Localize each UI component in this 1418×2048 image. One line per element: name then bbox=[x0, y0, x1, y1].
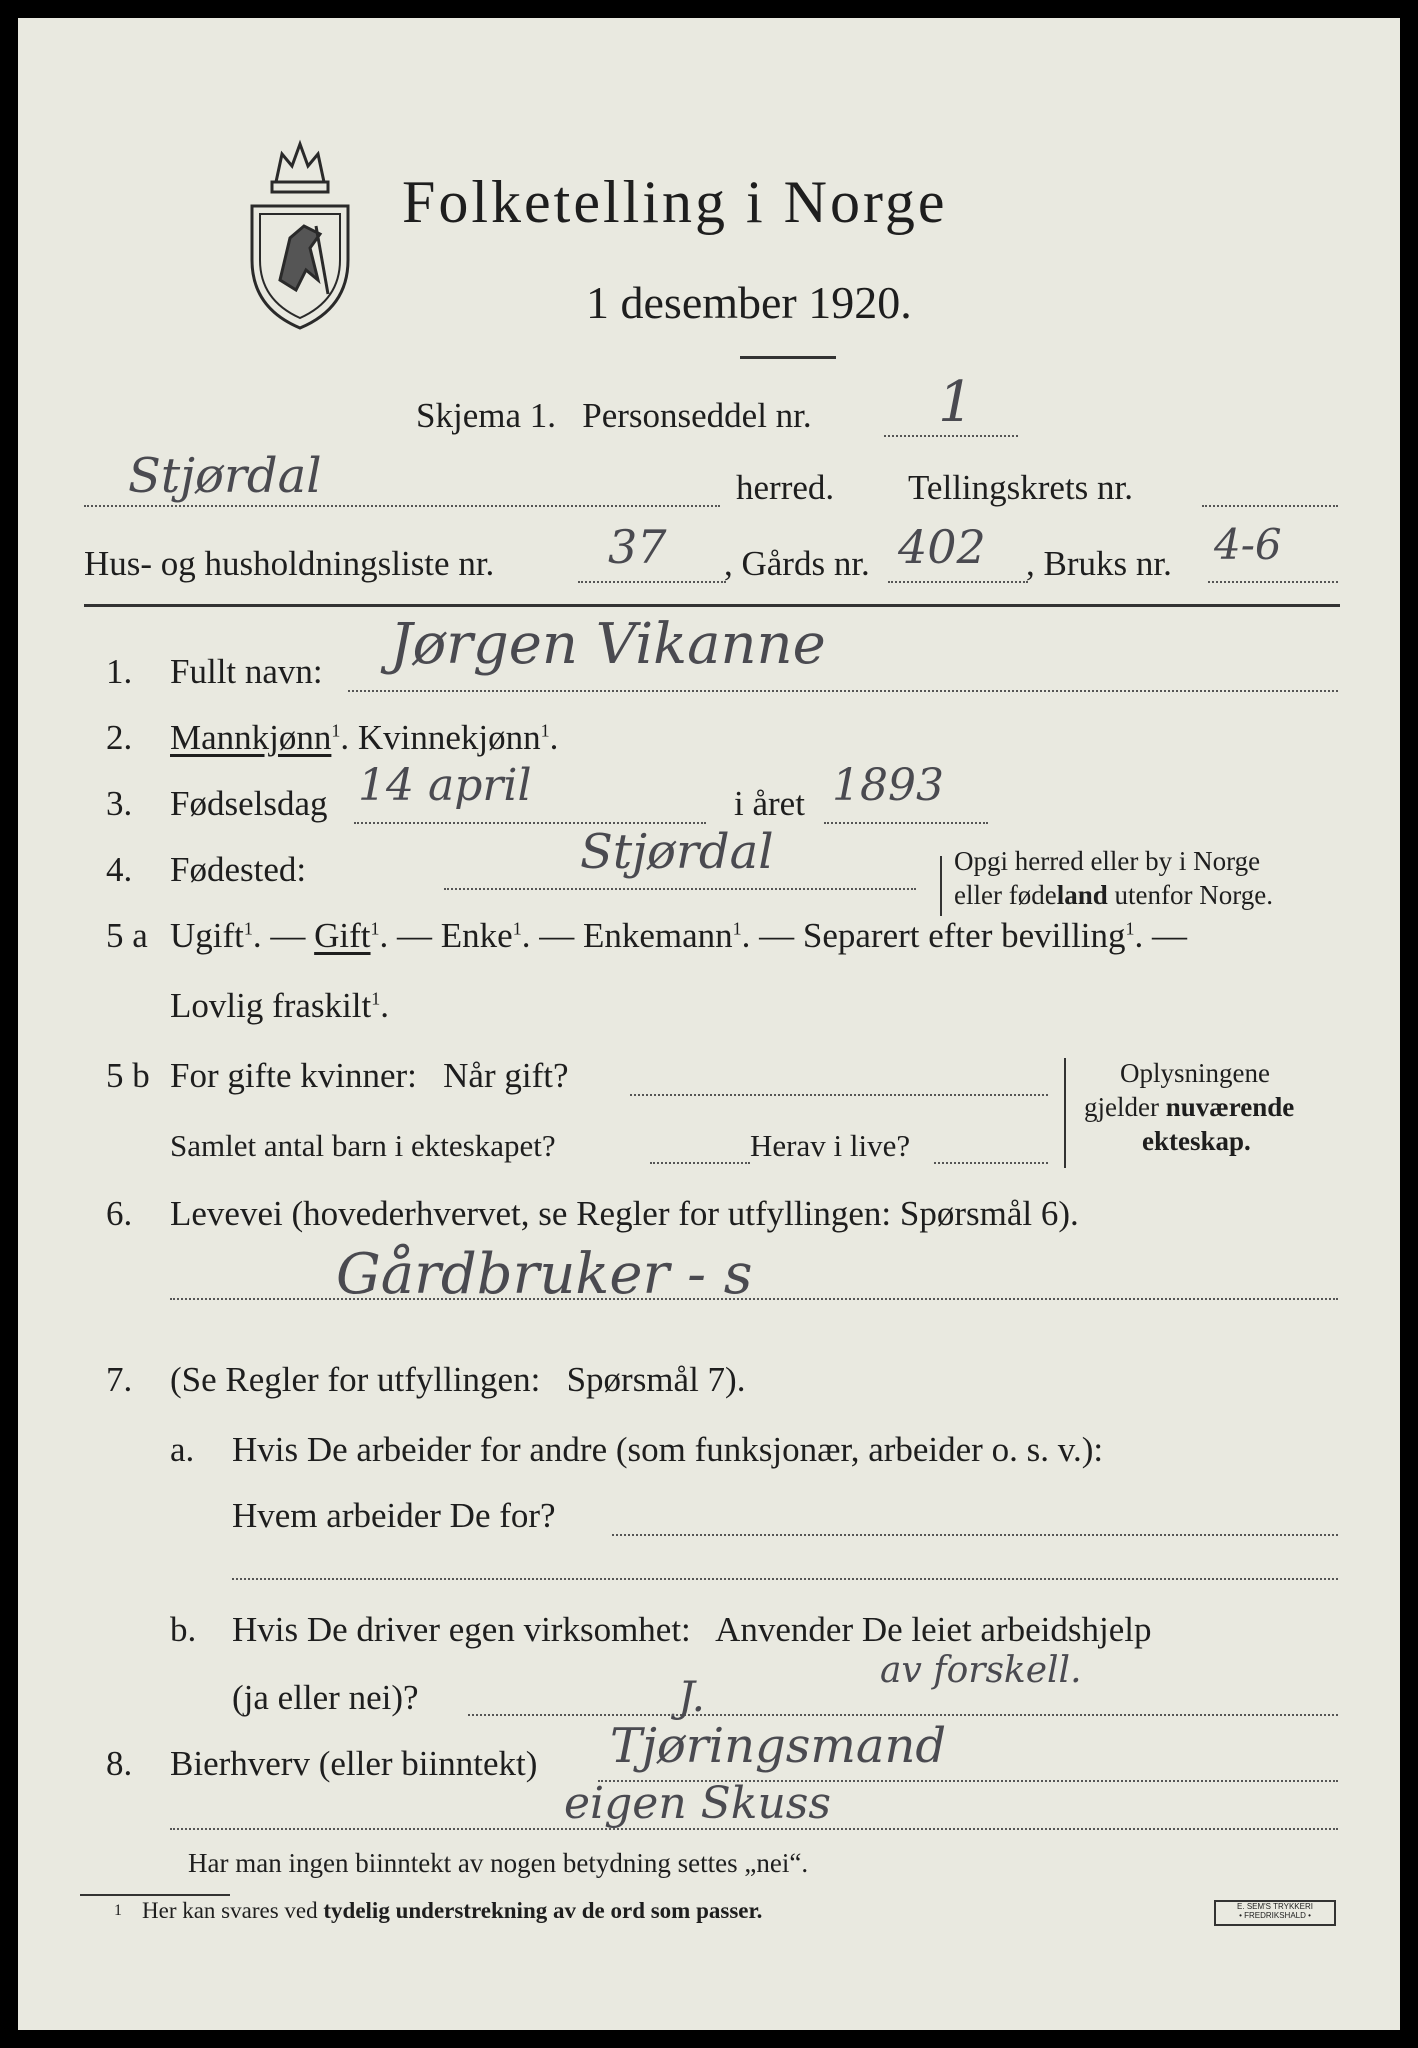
birthplace-field-line bbox=[444, 888, 916, 890]
footnote-rule bbox=[80, 1894, 230, 1896]
option-ugift[interactable]: Ugift bbox=[170, 916, 244, 955]
herred-field-line bbox=[84, 505, 720, 507]
option-gift[interactable]: Gift bbox=[314, 916, 371, 955]
header-divider bbox=[84, 604, 1340, 607]
option-mannkjonn[interactable]: Mannkjønn bbox=[170, 718, 332, 757]
q5b-label3: Herav i live? bbox=[750, 1128, 911, 1163]
q5b-note-brace bbox=[1064, 1058, 1066, 1168]
q6-label: Levevei (hovederhvervet, se Regler for utfyllingen: Spørsmål 6). bbox=[170, 1194, 1079, 1233]
q5a-number: 5 a bbox=[106, 916, 148, 955]
birth-year-value[interactable]: 1893 bbox=[832, 760, 944, 811]
q3-number: 3. bbox=[106, 784, 133, 823]
footnote-text: Her kan svares ved tydelig understrekning av de ord som passer. bbox=[142, 1898, 763, 1923]
birthplace-note-line2: eller fødeland utenfor Norge. bbox=[954, 880, 1273, 910]
bruks-label: , Bruks nr. bbox=[1026, 544, 1172, 583]
option-separert[interactable]: Separert efter bevilling bbox=[802, 916, 1126, 955]
form-title: Folketelling i Norge bbox=[402, 169, 948, 235]
birthplace-note-line1: Opgi herred eller by i Norge bbox=[954, 846, 1261, 876]
option-lovlig-fraskilt[interactable]: Lovlig fraskilt bbox=[170, 986, 372, 1025]
q6-number: 6. bbox=[106, 1194, 133, 1233]
q5b-label2: Samlet antal barn i ekteskapet? bbox=[170, 1128, 556, 1163]
occupation-value[interactable]: Gårdbruker - s bbox=[336, 1242, 753, 1307]
hired-help-value[interactable]: J. bbox=[678, 1672, 705, 1721]
husholdningsliste-label: Hus- og husholdningsliste nr. bbox=[84, 544, 495, 583]
full-name-value[interactable]: Jørgen Vikanne bbox=[390, 612, 826, 677]
gender-options: Mannkjønn$^1$. Kvinnekjønn$^1$. bbox=[170, 718, 559, 757]
q3-label: Fødselsdag bbox=[170, 784, 328, 823]
q7b-label1: Hvis De driver egen virksomhet: Anvender De leiet arbeidshjelp bbox=[232, 1610, 1152, 1649]
q4-label: Fødested: bbox=[170, 850, 307, 889]
side-income-value1[interactable]: Tjøringsmand bbox=[610, 1718, 947, 1774]
personseddel-value[interactable]: 1 bbox=[938, 370, 974, 435]
norway-coat-of-arms-icon bbox=[246, 130, 354, 332]
skjema-label: Skjema 1. Personseddel nr. bbox=[416, 396, 812, 435]
tellingskrets-field-line bbox=[1202, 505, 1338, 507]
q2-number: 2. bbox=[106, 718, 133, 757]
printer-stamp: E. SEM'S TRYKKERI • FREDRIKSHALD • bbox=[1214, 1900, 1336, 1926]
q8-label: Bierhverv (eller biinntekt) bbox=[170, 1744, 538, 1783]
q1-number: 1. bbox=[106, 652, 133, 691]
bruks-field-line bbox=[1208, 581, 1338, 583]
option-kvinnekjonn[interactable]: Kvinnekjønn bbox=[357, 718, 541, 757]
gaards-label: , Gårds nr. bbox=[724, 544, 870, 583]
q7-label: (Se Regler for utfyllingen: Spørsmål 7). bbox=[170, 1360, 746, 1399]
hired-help-field-line bbox=[468, 1714, 1338, 1716]
title-rule bbox=[740, 356, 836, 359]
q5b-note2: gjelder nuværende bbox=[1084, 1092, 1295, 1122]
census-form bbox=[18, 18, 1400, 2030]
birth-day-value[interactable]: 14 april bbox=[358, 760, 532, 811]
husholdningsliste-field-line bbox=[578, 581, 726, 583]
q8-number: 8. bbox=[106, 1744, 133, 1783]
side-income-value2[interactable]: eigen Skuss bbox=[564, 1778, 831, 1829]
children-alive-field-line bbox=[934, 1162, 1048, 1164]
q5b-label1: For gifte kvinner: Når gift? bbox=[170, 1056, 569, 1095]
q7b-label2: (ja eller nei)? bbox=[232, 1678, 419, 1717]
herred-label: herred. bbox=[736, 468, 835, 507]
option-enke[interactable]: Enke bbox=[440, 916, 513, 955]
employer-field-line bbox=[612, 1534, 1338, 1536]
gaards-field-line bbox=[888, 581, 1028, 583]
q7a-label2: Hvem arbeider De for? bbox=[232, 1496, 556, 1535]
q1-label: Fullt navn: bbox=[170, 652, 323, 691]
employer-field-line2 bbox=[232, 1578, 1338, 1580]
hired-help-value-top[interactable]: av forskell. bbox=[880, 1650, 1082, 1691]
q7a-letter: a. bbox=[170, 1430, 195, 1469]
q7-number: 7. bbox=[106, 1360, 133, 1399]
option-lovlig-fraskilt-row: Lovlig fraskilt$^1$. bbox=[170, 986, 389, 1025]
footnote-number: 1 bbox=[114, 1902, 122, 1919]
birthplace-note-brace bbox=[940, 856, 942, 916]
q5b-note1: Oplysningene bbox=[1120, 1058, 1270, 1088]
herred-value[interactable]: Stjørdal bbox=[128, 448, 322, 504]
gaards-value[interactable]: 402 bbox=[898, 520, 986, 574]
q5b-note3: ekteskap. bbox=[1142, 1126, 1251, 1156]
tellingskrets-label: Tellingskrets nr. bbox=[908, 468, 1134, 507]
birth-year-field-line bbox=[824, 822, 988, 824]
q5b-number: 5 b bbox=[106, 1056, 150, 1095]
personseddel-field-line bbox=[884, 435, 1018, 437]
q4-number: 4. bbox=[106, 850, 133, 889]
birthplace-value[interactable]: Stjørdal bbox=[580, 824, 774, 880]
option-enkemann[interactable]: Enkemann bbox=[582, 916, 733, 955]
no-side-income-note: Har man ingen biinntekt av nogen betydning settes „nei“. bbox=[188, 1848, 809, 1878]
husholdningsliste-value[interactable]: 37 bbox=[608, 520, 667, 574]
full-name-field-line bbox=[348, 690, 1338, 692]
birth-year-label: i året bbox=[734, 784, 805, 823]
bruks-value[interactable]: 4-6 bbox=[1214, 520, 1282, 569]
q7a-label1: Hvis De arbeider for andre (som funksjonær, arbeider o. s. v.): bbox=[232, 1430, 1104, 1469]
marital-status-options: Ugift$^1$. — Gift$^1$. — Enke$^1$. — Enkemann$^1$. — Separert efter bevilling$^1$. — bbox=[170, 916, 1196, 955]
q7b-letter: b. bbox=[170, 1610, 197, 1649]
census-date: 1 desember 1920. bbox=[586, 277, 912, 328]
married-when-field-line bbox=[630, 1094, 1048, 1096]
children-count-field-line bbox=[650, 1162, 750, 1164]
